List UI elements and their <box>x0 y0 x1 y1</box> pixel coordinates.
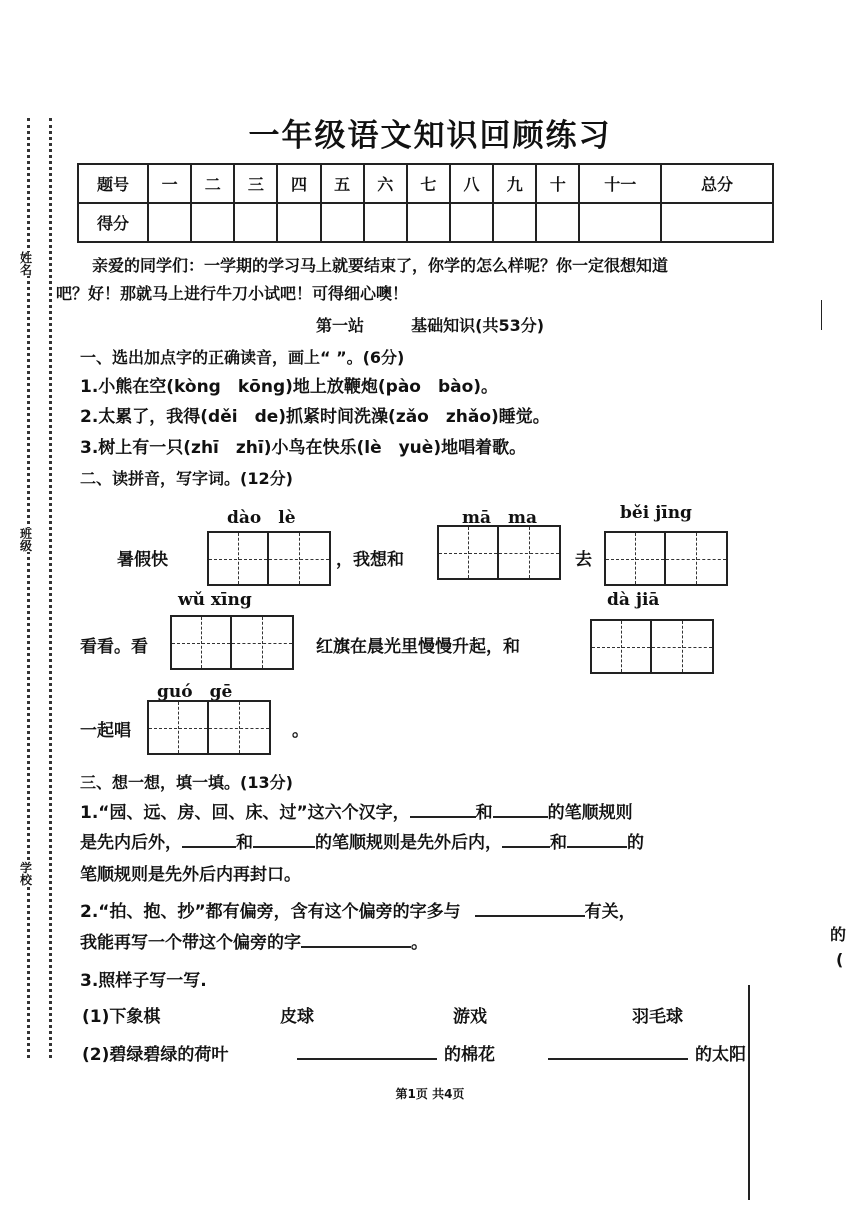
writing-grid-wu-xing[interactable] <box>170 615 294 670</box>
score-cell[interactable] <box>191 203 234 242</box>
adjacent-page-mark <box>821 300 822 330</box>
page-title: 一年级语文知识回顾练习 <box>248 118 612 154</box>
phrase-prompt: 游戏 <box>453 1007 487 1027</box>
q3-item2-line2: 我能再写一个带这个偏旁的字 。 <box>80 928 428 953</box>
pinyin-bei-jing: běi jīng <box>620 503 692 523</box>
intro-line: 亲爱的同学们：一学期的学习马上就要结束了，你学的怎么样呢？你一定很想知道 <box>92 256 669 275</box>
q1-heading: 一、选出加点字的正确读音，画上“ ”。(6分) <box>80 348 405 367</box>
q2-text: 看看。看 <box>80 637 148 657</box>
phrase-prompt: 的太阳 <box>695 1045 746 1065</box>
score-cell[interactable] <box>364 203 407 242</box>
q1-item: 2.太累了，我得(děi de)抓紧时间洗澡(zǎo zhǎo)睡觉。 <box>80 407 550 427</box>
writing-grid-guo-ge[interactable] <box>147 700 271 755</box>
score-column: 十一 <box>579 164 661 203</box>
answer-blank[interactable] <box>297 1042 437 1060</box>
score-table-score-row <box>78 203 773 242</box>
station-heading <box>0 313 860 336</box>
score-cell[interactable] <box>234 203 277 242</box>
score-column: 三 <box>234 164 277 203</box>
answer-blank[interactable] <box>301 930 411 948</box>
score-cell[interactable] <box>579 203 661 242</box>
writing-grid-bei-jing[interactable] <box>604 531 728 586</box>
q1-item: 3.树上有一只(zhī zhī)小鸟在快乐(lè yuè)地唱着歌。 <box>80 438 527 458</box>
q3-item2-line1: 2.“拍、抱、抄”都有偏旁，含有这个偏旁的字多与 有关， <box>80 897 636 922</box>
pinyin-guo-ge: guó gē <box>157 682 233 702</box>
answer-blank[interactable] <box>548 1042 688 1060</box>
binding-dotted-line <box>49 118 52 1058</box>
example-phrase: (1)下象棋 <box>82 1007 161 1027</box>
q2-text: 一起唱 <box>80 721 131 741</box>
answer-blank[interactable] <box>182 830 236 848</box>
score-table-head: 题号 <box>78 164 148 203</box>
score-cell[interactable] <box>148 203 191 242</box>
phrase-prompt: 羽毛球 <box>632 1007 683 1027</box>
score-table <box>77 163 774 243</box>
example-phrase: (2)碧绿碧绿的荷叶 <box>82 1045 229 1065</box>
writing-grid-da-jia[interactable] <box>590 619 714 674</box>
q2-heading: 二、读拼音，写字词。(12分) <box>80 469 293 488</box>
phrase-prompt: 的棉花 <box>444 1045 495 1065</box>
q3-item3-heading: 3.照样子写一写. <box>80 971 207 991</box>
pinyin-ma-ma: mā ma <box>462 508 538 528</box>
score-cell[interactable] <box>536 203 579 242</box>
score-column: 四 <box>277 164 320 203</box>
adjacent-page-char: 的 <box>830 925 847 944</box>
score-column: 五 <box>321 164 364 203</box>
writing-grid-dao-le[interactable] <box>207 531 331 586</box>
writing-grid-ma-ma[interactable] <box>437 525 561 580</box>
answer-blank[interactable] <box>410 800 476 818</box>
pinyin-wu-xing: wǔ xīng <box>178 590 252 610</box>
q2-text: 红旗在晨光里慢慢升起，和 <box>316 637 520 657</box>
page-footer: 第1页 共4页 <box>395 1087 465 1101</box>
score-column: 十 <box>536 164 579 203</box>
score-total-head: 总分 <box>661 164 773 203</box>
score-column: 一 <box>148 164 191 203</box>
answer-blank[interactable] <box>567 830 627 848</box>
score-column: 二 <box>191 164 234 203</box>
intro-line: 吧？好！那就马上进行牛刀小试吧！可得细心噢！ <box>56 284 409 303</box>
adjacent-page-char: ( <box>836 950 844 969</box>
q3-item1-line1: 1.“园、远、房、回、床、过”这六个汉字， 和 的笔顺规则 <box>80 798 633 823</box>
score-row-head: 得分 <box>78 203 148 242</box>
binding-label-class: 班级 <box>17 528 35 552</box>
score-cell[interactable] <box>321 203 364 242</box>
answer-blank[interactable] <box>493 800 548 818</box>
score-cell[interactable] <box>407 203 450 242</box>
score-cell[interactable] <box>450 203 493 242</box>
q1-item: 1.小熊在空(kòng kōng)地上放鞭炮(pào bào)。 <box>80 377 499 397</box>
binding-label-school: 学校 <box>17 862 35 886</box>
q3-heading: 三、想一想，填一填。(13分) <box>80 773 293 792</box>
score-column: 八 <box>450 164 493 203</box>
phrase-prompt: 皮球 <box>280 1007 314 1027</box>
q2-text: 。 <box>292 721 309 741</box>
score-total-cell[interactable] <box>661 203 773 242</box>
binding-label-name: 姓名 <box>17 252 35 276</box>
answer-blank[interactable] <box>502 830 550 848</box>
adjacent-page-edge <box>748 985 750 1200</box>
score-column: 七 <box>407 164 450 203</box>
answer-blank[interactable] <box>475 899 585 917</box>
answer-blank[interactable] <box>253 830 315 848</box>
q2-text: 暑假快 <box>117 550 168 570</box>
score-cell[interactable] <box>277 203 320 242</box>
score-column: 六 <box>364 164 407 203</box>
score-table-header-row <box>78 164 773 203</box>
score-cell[interactable] <box>493 203 536 242</box>
pinyin-dao-le: dào lè <box>227 508 296 528</box>
station-title: 基础知识(共53分) <box>411 316 545 335</box>
q2-text: 去 <box>575 550 592 570</box>
pinyin-da-jia: dà jiā <box>607 590 660 610</box>
score-column: 九 <box>493 164 536 203</box>
q3-item1-line3: 笔顺规则是先外后内再封口。 <box>80 865 301 885</box>
q3-item1-line2: 是先内后外， 和 的笔顺规则是先外后内， 和 的 <box>80 828 644 853</box>
q2-text: ，我想和 <box>336 550 404 570</box>
station-name: 第一站 <box>315 316 364 335</box>
